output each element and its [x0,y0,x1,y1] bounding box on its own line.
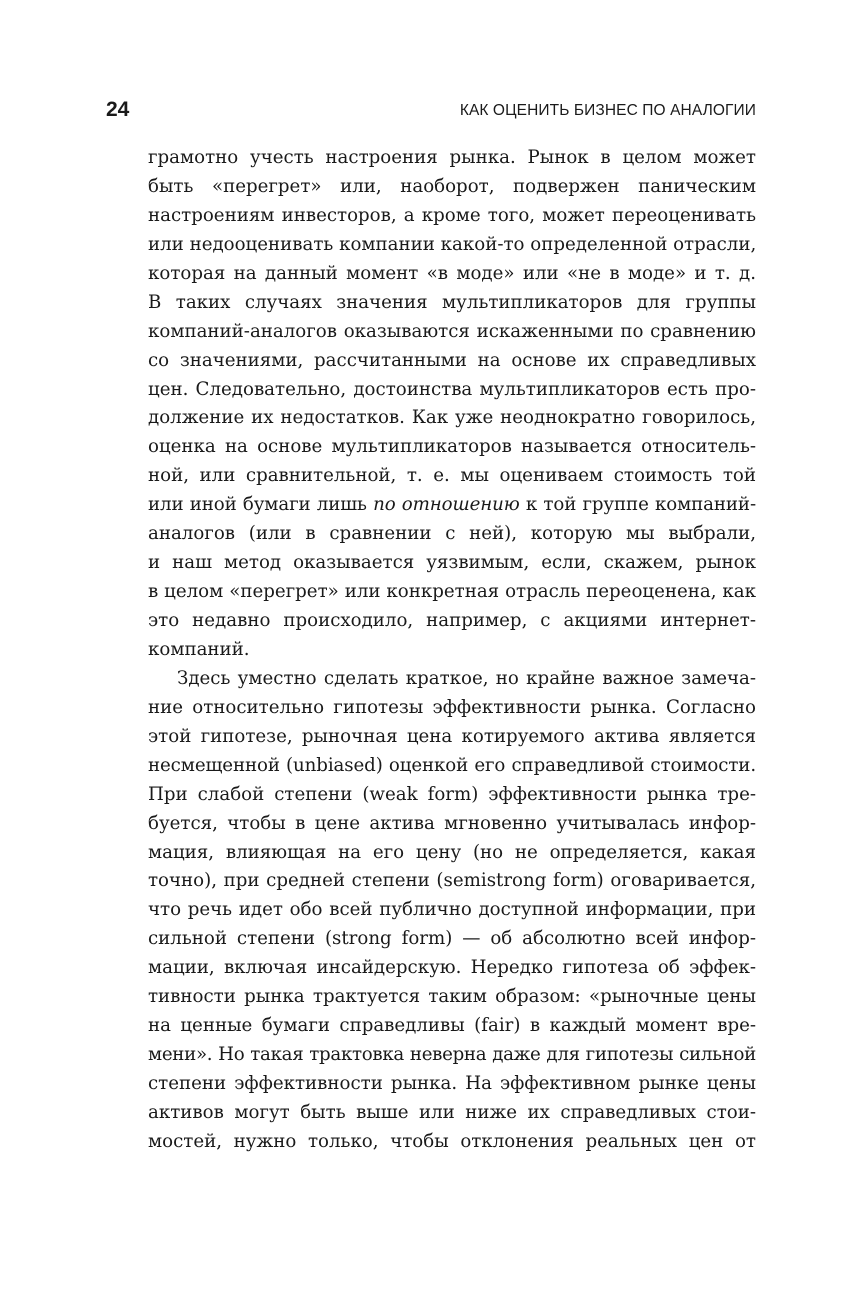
text-line: точно), при средней степени (semistrong form) оговаривается, [148,870,756,892]
body-text [148,144,756,1157]
text-line: ной, или сравнительной, т. е. мы оцениваем стоимость той [148,465,756,487]
text-line: несмещенной (unbiased) оценкой его справедливой стоимости. [148,754,756,776]
text-line: мени». Но такая трактовка неверна даже для гипотезы сильной [148,1044,756,1066]
text-line: компаний-аналогов оказываются искаженными по сравнению [148,320,756,342]
text-line: цен. Следовательно, достоинства мультипликаторов есть про- [148,378,756,400]
text-line: активов могут быть выше или ниже их справедливых стои- [148,1101,756,1123]
text-line: или недооценивать компании какой-то определенной отрасли, [148,233,757,255]
page-number: 24 [106,98,130,121]
text-line: настроениям инвесторов, а кроме того, может переоценивать [148,204,756,226]
running-title: КАК ОЦЕНИТЬ БИЗНЕС ПО АНАЛОГИИ [459,102,756,119]
text-line: ние относительно гипотезы эффективности рынка. Согласно [148,696,756,718]
text-line: на ценные бумаги справедливы (fair) в каждый момент вре- [148,1015,756,1037]
text-line: должение их недостатков. Как уже неоднократно говорилось, [148,407,756,429]
text-segment: или иной бумаги лишь [148,494,374,516]
text-line: тивности рынка трактуется таким образом: «рыночные цены [148,986,756,1008]
text-line [148,491,756,520]
text-line: мация, влияющая на его цену (но не определяется, какая [148,841,756,863]
text-line: грамотно учесть настроения рынка. Рынок в целом может [148,147,756,168]
text-line: оценка на основе мультипликаторов называется относитель- [148,436,756,458]
text-line: буется, чтобы в цене актива мгновенно учитывалась инфор- [148,812,756,834]
text-segment: к той группе компаний- [519,494,756,516]
paragraph-1 [148,144,756,665]
text-line: этой гипотезе, рыночная цена котируемого актива является [148,725,756,747]
text-line: что речь идет обо всей публично доступной информации, при [148,899,756,921]
text-line: При слабой степени (weak form) эффективности рынка тре- [148,783,756,805]
text-line: быть «перегрет» или, наоборот, подвержен паническим [148,175,756,197]
text-line: степени эффективности рынка. На эффективном рынке цены [148,1073,756,1094]
text-line: компаний. [148,638,250,660]
text-line: сильной степени (strong form) — об абсолютно всей инфор- [148,928,756,950]
italic-phrase: по отношению [373,494,520,516]
text-line: мостей, нужно только, чтобы отклонения реальных цен от [148,1130,756,1152]
text-line: аналогов (или в сравнении с ней), которую мы выбрали, [148,523,756,545]
text-line: и наш метод оказывается уязвимым, если, скажем, рынок [148,552,756,574]
text-line: В таких случаях значения мультипликаторов для группы [148,291,756,313]
page-header [106,96,756,124]
text-line: это недавно происходило, например, с акциями интернет- [148,610,756,631]
text-line: Здесь уместно сделать краткое, но крайне важное замеча- [177,667,756,689]
text-line: в целом «перегрет» или конкретная отрасль переоценена, как [148,581,756,603]
paragraph-2 [148,665,756,1157]
text-line: мации, включая инсайдерскую. Нередко гипотеза об эффек- [148,957,756,979]
text-line: которая на данный момент «в моде» или «не в моде» и т. д. [148,262,756,284]
text-line: со значениями, рассчитанными на основе их справедливых [148,349,756,371]
